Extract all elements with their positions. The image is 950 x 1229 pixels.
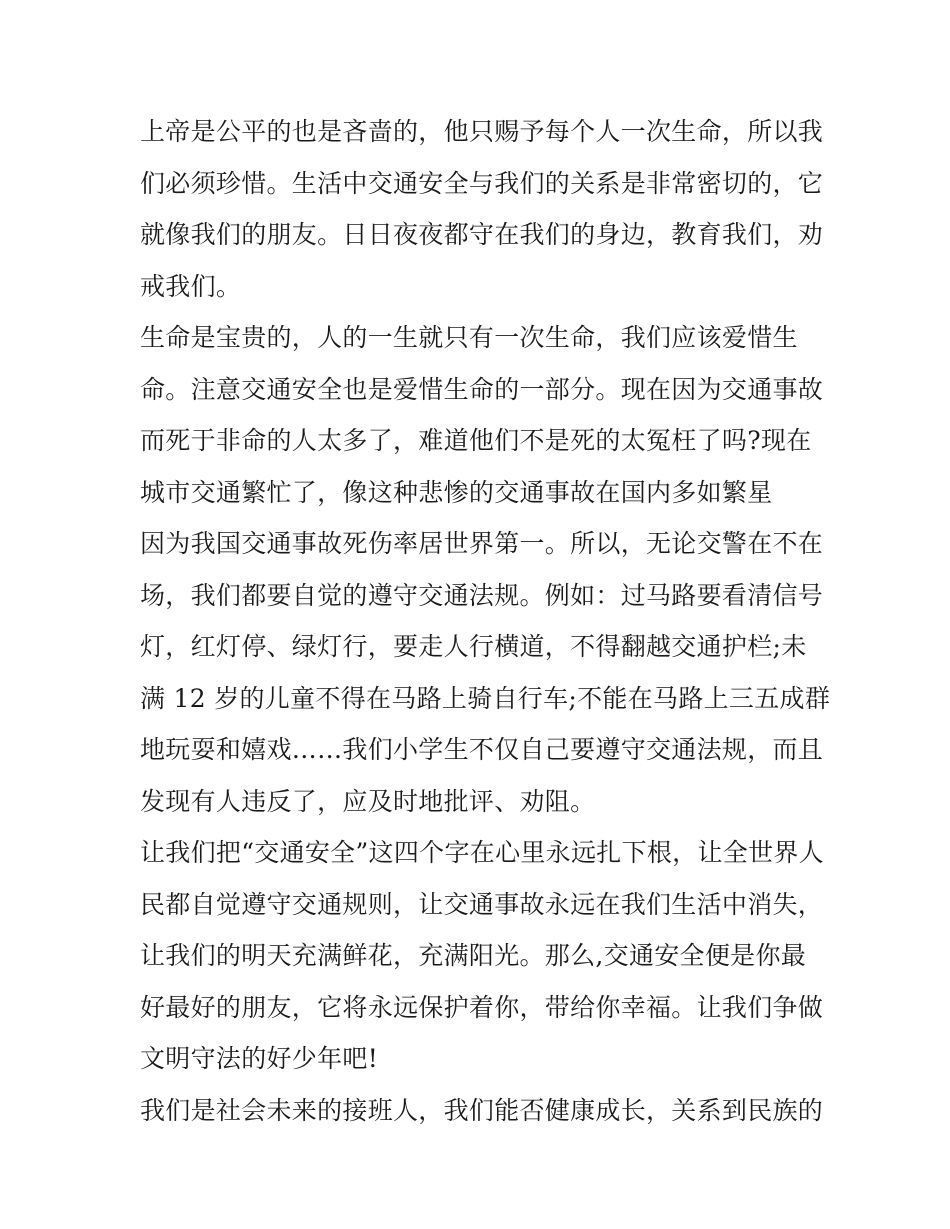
text-line: 场，我们都要自觉的遵守交通法规。例如：过马路要看清信号 <box>140 580 824 610</box>
text-line: 生命是宝贵的，人的一生就只有一次生命，我们应该爱惜生 <box>140 323 798 352</box>
text-line: 上帝是公平的也是吝啬的，他只赐予每个人一次生命，所以我 <box>140 117 824 146</box>
text-line: 城市交通繁忙了，像这种悲惨的交通事故在国内多如繁星 <box>140 477 773 507</box>
text-line: 让我们把“交通安全”这四个字在心里永远扎下根，让全世界人 <box>140 838 824 867</box>
text-line: 们必须珍惜。生活中交通安全与我们的关系是非常密切的，它 <box>140 168 824 198</box>
text-line: 就像我们的朋友。日日夜夜都守在我们的身边，教育我们，劝 <box>140 220 824 249</box>
text-line: 满 12 岁的儿童不得在马路上骑自行车;不能在马路上三五成群 <box>140 683 831 713</box>
text-line: 发现有人违反了，应及时地批评、劝阻。 <box>140 786 596 816</box>
text-line: 好最好的朋友，它将永远保护着你，带给你幸福。让我们争做 <box>140 992 824 1022</box>
text-line: 命。注意交通安全也是爱惜生命的一部分。现在因为交通事故 <box>140 374 824 404</box>
text-line: 地玩耍和嬉戏……我们小学生不仅自己要遵守交通法规，而且 <box>140 735 824 764</box>
text-line: 民都自觉遵守交通规则，让交通事故永远在我们生活中消失， <box>140 889 824 919</box>
text-line: 而死于非命的人太多了，难道他们不是死的太冤枉了吗?现在 <box>140 426 812 455</box>
text-line: 戒我们。 <box>140 271 242 301</box>
text-line: 因为我国交通事故死伤率居世界第一。所以，无论交警在不在 <box>140 529 824 558</box>
text-line: 让我们的明天充满鲜花，充满阳光。那么,交通安全便是你最 <box>140 941 807 970</box>
text-line: 我们是社会未来的接班人，我们能否健康成长，关系到民族的 <box>140 1095 824 1125</box>
text-line: 文明守法的好少年吧! <box>140 1044 379 1073</box>
text-line: 灯，红灯停、绿灯行，要走人行横道，不得翻越交通护栏;未 <box>140 632 807 661</box>
essay-body <box>140 106 831 1136</box>
